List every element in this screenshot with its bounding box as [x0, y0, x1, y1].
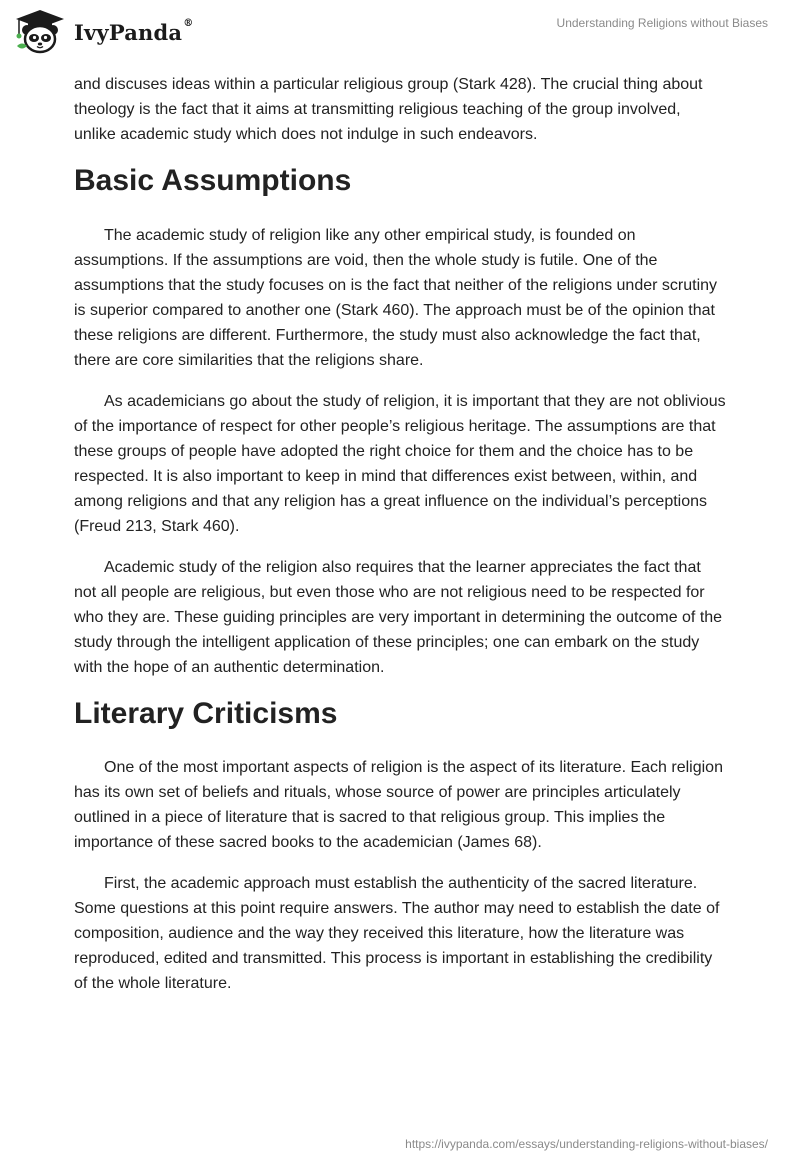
article-body [74, 72, 726, 1012]
registered-mark: ® [183, 17, 194, 29]
paragraph: One of the most important aspects of religion is the aspect of its literature. Each religion has its own set of beliefs and rituals, whose source of power are principles articulately outlined in a piece of literature that is sacred to that religious group. This implies the importance of these sacred books to the academician (James 68). [74, 759, 723, 851]
intro-paragraph: and discuses ideas within a particular religious group (Stark 428). The crucial thing about theology is the fact that it aims at transmitting religious teaching of the group involved, unlike academic study which does not indulge in such endeavors. [74, 76, 703, 143]
section-heading-basic-assumptions: Basic Assumptions [74, 164, 352, 197]
paragraph: The academic study of religion like any other empirical study, is founded on assumptions. If the assumptions are void, then the whole study is futile. One of the assumptions that the study focuses on is the fact that neither of the religions under scrutiny is superior compared to another one (Stark 460). The approach must be of the opinion that these religions are different. Furthermore, the study must also acknowledge the fact that, there are core similarities that the religions share. [74, 227, 718, 369]
document-title: Understanding Religions without Biases [556, 16, 768, 30]
paragraph: First, the academic approach must establish the authenticity of the sacred literature. Some questions at this point require answers. The author may need to establish the date of composition, audience and the way they received this literature, how the literature was reproduced, edited and transmitted. This process is important in establishing the credibility of the whole literature. [74, 875, 720, 992]
panda-graduate-icon [14, 8, 66, 54]
paragraph: Academic study of the religion also requires that the learner appreciates the fact that not all people are religious, but even those who are not religious need to be respected for who they are. These guiding principles are very important in determining the outcome of the study through the intelligent application of these principles; one can embark on the study with the hope of an authentic determination. [74, 559, 723, 676]
paragraph: As academicians go about the study of religion, it is important that they are not oblivious of the importance of respect for other people’s religious heritage. The assumptions are that these groups of people have adopted the right choice for them and the choice has to be respected. It is also important to keep in mind that differences exist between, within, and among religions and that any religion has a great influence on the individual’s perceptions (Freud 213, Stark 460). [74, 393, 726, 535]
section-heading-literary-criticisms: Literary Criticisms [74, 697, 338, 730]
page-header [0, 0, 800, 62]
brand-name: IvyPanda® [74, 17, 194, 45]
brand-logo[interactable] [14, 8, 193, 54]
source-url-link[interactable]: https://ivypanda.com/essays/understanding-religions-without-biases/ [405, 1137, 768, 1151]
